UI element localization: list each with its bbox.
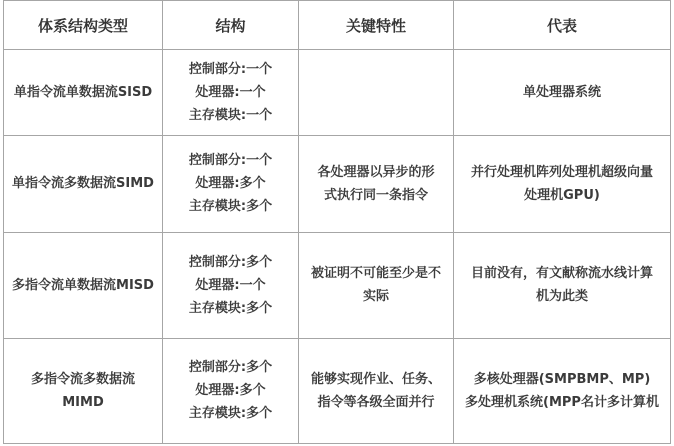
header-row — [4, 1, 671, 50]
structure-line: 控制部分:多个 — [188, 360, 273, 376]
cell-feature — [299, 232, 454, 338]
header-representative: 代表 — [454, 1, 671, 50]
feature-text: 各处理器以异步的形式执行同一条指令 — [317, 164, 435, 203]
structure-line: 控制部分:一个 — [188, 153, 273, 169]
cell-feature — [299, 50, 454, 136]
cell-representative — [454, 135, 671, 232]
structure-line: 控制部分:多个 — [188, 254, 273, 270]
cell-representative — [454, 232, 671, 338]
representative-text: 并行处理机阵列处理机超级向量处理机GPU) — [470, 164, 653, 203]
structure-line: 处理器:多个 — [195, 383, 266, 399]
table-row — [4, 232, 671, 338]
cell-representative — [454, 338, 671, 443]
representative-text: 目前没有，有文献称流水线计算机为此类 — [470, 266, 653, 305]
structure-line: 主存模块:多个 — [188, 300, 273, 316]
cell-feature — [299, 338, 454, 443]
table-row — [4, 135, 671, 232]
type-text: 多指令流多数据流MIMD — [30, 371, 135, 410]
header-feature: 关键特性 — [299, 1, 454, 50]
header-structure: 结构 — [163, 1, 299, 50]
header-type: 体系结构类型 — [4, 1, 163, 50]
cell-type: 单指令流多数据流SIMD — [4, 135, 163, 232]
cell-type: 单指令流单数据流SISD — [4, 50, 163, 136]
feature-text: 被证明不可能至少是不实际 — [311, 266, 442, 305]
cell-structure — [163, 232, 299, 338]
structure-line: 处理器:一个 — [195, 84, 266, 100]
structure-line: 主存模块:多个 — [188, 199, 273, 215]
architecture-table — [3, 0, 671, 444]
structure-line: 主存模块:多个 — [188, 406, 273, 422]
structure-line: 处理器:多个 — [195, 176, 266, 192]
feature-text: 能够实现作业、任务、指令等各级全面并行 — [310, 371, 441, 410]
representative-line: 多处理机系统(MPP名计多计算机 — [465, 394, 659, 410]
cell-feature — [299, 135, 454, 232]
cell-type: 多指令流单数据流MISD — [4, 232, 163, 338]
representative-line: 多核处理器(SMPBMP、MP) — [473, 371, 651, 387]
cell-representative: 单处理器系统 — [454, 50, 671, 136]
table-row — [4, 50, 671, 136]
cell-structure — [163, 135, 299, 232]
structure-line: 控制部分:一个 — [188, 61, 273, 77]
structure-line: 处理器:一个 — [195, 277, 266, 293]
cell-type — [4, 338, 163, 443]
cell-structure — [163, 338, 299, 443]
table-row — [4, 338, 671, 443]
cell-structure — [163, 50, 299, 136]
structure-line: 主存模块:一个 — [188, 107, 273, 123]
